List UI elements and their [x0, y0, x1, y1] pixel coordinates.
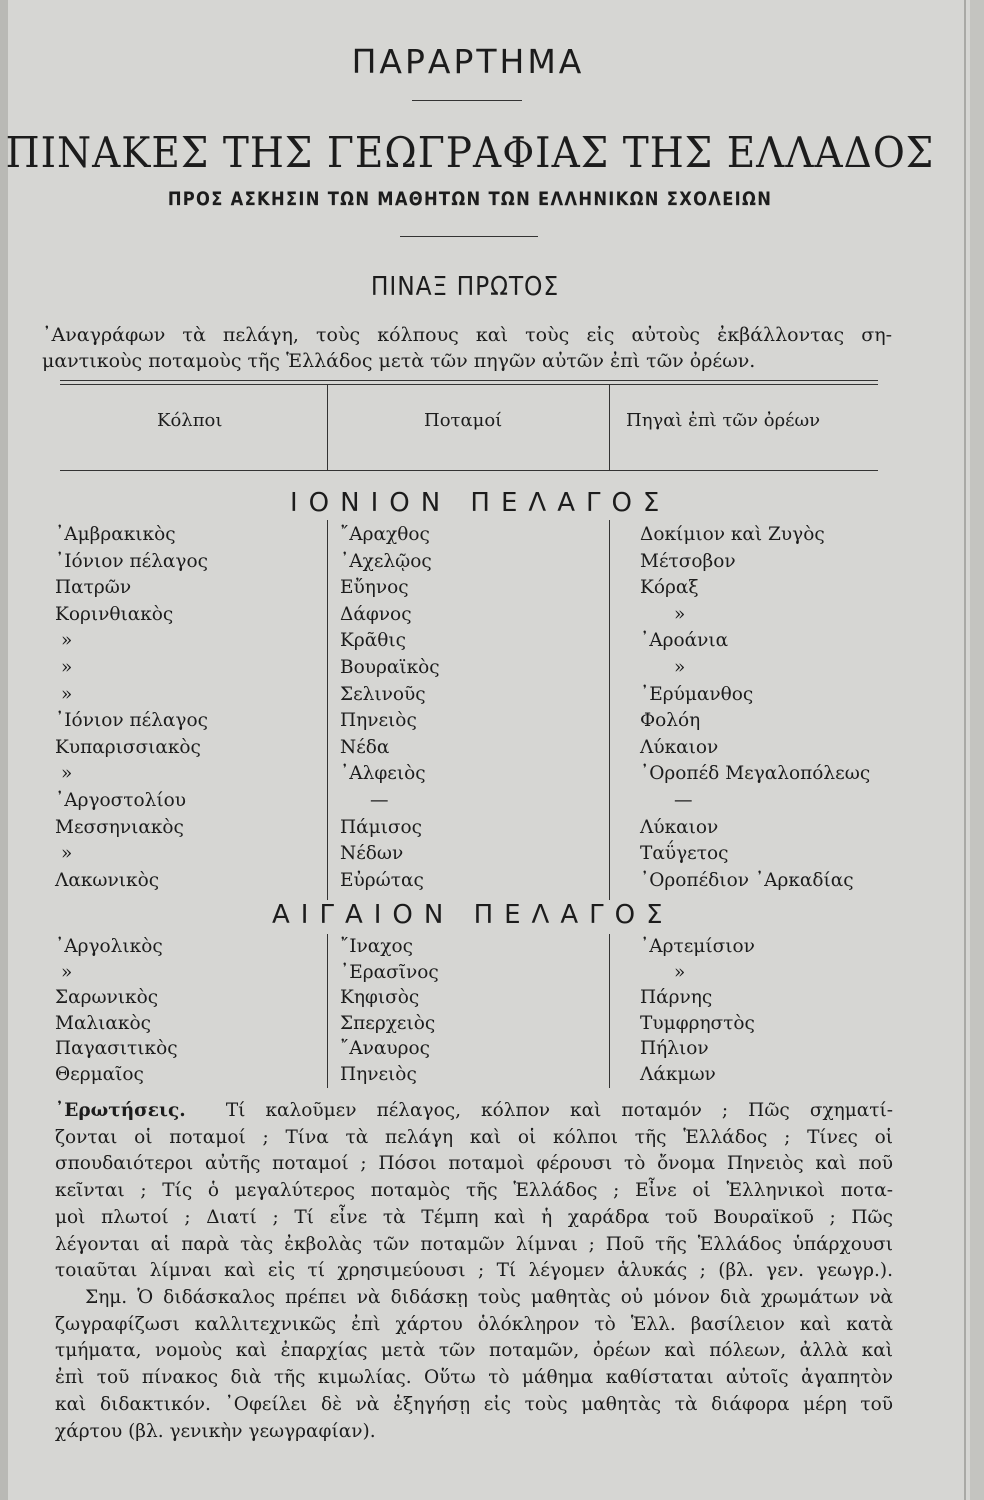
- questions-line: ζονται οἱ ποταμοί ; Τίνα τὰ πελάγη καὶ οἱ κόλποι τῆς Ἑλλάδος ; Τίνες οἱ: [55, 1126, 893, 1148]
- page-edge-left: [0, 0, 8, 1500]
- gulf-cell: ᾿Αργοστολίου: [55, 790, 187, 811]
- gulf-cell: »: [61, 657, 73, 678]
- river-cell: Πηνειὸς: [340, 1064, 417, 1085]
- source-cell: Ταΰγετος: [640, 843, 729, 865]
- river-cell: Δάφνος: [340, 603, 412, 625]
- header-gulfs: Κόλποι: [157, 410, 223, 431]
- source-cell: Λάκμων: [640, 1064, 716, 1085]
- table-header-rule: [60, 470, 878, 471]
- river-cell: ᾿Αχελῷος: [340, 550, 432, 572]
- page-edge-right: [970, 0, 984, 1500]
- source-cell: Πάρνης: [640, 987, 713, 1009]
- source-cell: »: [674, 657, 686, 678]
- gulf-cell: Παγασιτικὸς: [55, 1038, 178, 1060]
- section-ionian-sea: ΙΟΝΙΟΝ ΠΕΛΑΓΟΣ: [290, 488, 671, 518]
- gulf-cell: ᾿Ιόνιον πέλαγος: [55, 710, 208, 732]
- questions-line: μοὶ πλωτοί ; Διατί ; Τί εἶνε τὰ Τέμπη καὶ ἡ χαράδρα τοῦ Βουραϊκοῦ ; Πῶς: [55, 1206, 893, 1228]
- gulf-cell: »: [61, 961, 73, 983]
- note-line: τμήματα, νομοὺς καὶ ἐπαρχίας μετὰ τῶν ποταμῶν, ὀρέων καὶ πόλεων, ἀλλὰ καὶ: [55, 1340, 893, 1362]
- column-divider: [609, 520, 610, 900]
- river-cell: ῎Αραχθος: [340, 524, 430, 545]
- document-title: ΠΙΝΑΚΕΣ ΤΗΣ ΓΕΩΓΡΑΦΙΑΣ ΤΗΣ ΕΛΛΑΔΟΣ: [5, 129, 935, 178]
- source-cell: »: [674, 961, 686, 983]
- header-rivers: Ποταμοί: [424, 410, 503, 431]
- table-top-rule-2: [60, 384, 878, 385]
- source-cell: Φολόη: [640, 710, 701, 732]
- river-cell: Πηνειὸς: [340, 710, 417, 732]
- gulf-cell: »: [61, 763, 73, 785]
- table-title: ΠΙΝΑΞ ΠΡΩΤΟΣ: [370, 272, 560, 302]
- gulf-cell: »: [61, 630, 73, 652]
- river-cell: Σπερχειὸς: [340, 1012, 436, 1034]
- table-top-rule: [60, 380, 878, 381]
- river-cell: —: [370, 790, 389, 811]
- note-line: καὶ διδακτικόν. ᾿Οφείλει δὲ νὰ ἐξηγήσῃ εἰς τοὺς μαθητὰς τὰ διάφορα μέρη τοῦ: [55, 1393, 893, 1415]
- intro-line: μαντικοὺς ποταμοὺς τῆς Ἑλλάδος μετὰ τῶν πηγῶν αὐτῶν ἐπὶ τῶν ὀρέων.: [42, 350, 756, 372]
- questions-label: ᾿Ερωτήσεις.: [55, 1100, 186, 1121]
- source-cell: Κόραξ: [640, 577, 699, 599]
- source-cell: ᾿Οροπέδ Μεγαλοπόλεως: [640, 763, 871, 785]
- river-cell: ᾿Ερασῖνος: [340, 961, 439, 983]
- page-fold-line: [964, 0, 966, 1500]
- river-cell: Κηφισὸς: [340, 987, 420, 1009]
- gulf-cell: Μεσσηνιακὸς: [55, 816, 184, 838]
- source-cell: Λύκαιον: [640, 736, 719, 758]
- note-line-1: [55, 1285, 893, 1312]
- source-cell: —: [674, 790, 693, 811]
- gulf-cell: Θερμαῖος: [55, 1064, 144, 1085]
- gulf-cell: ᾿Ιόνιον πέλαγος: [55, 550, 208, 572]
- source-cell: ᾿Ερύμανθος: [640, 683, 754, 705]
- river-cell: Πάμισος: [340, 816, 423, 838]
- source-cell: »: [674, 603, 686, 625]
- river-cell: Σελινοῦς: [340, 683, 426, 705]
- column-divider: [327, 934, 328, 1088]
- divider-2: [400, 236, 538, 237]
- river-cell: Νέδα: [340, 736, 390, 758]
- questions-paragraph: [55, 1098, 893, 1285]
- note-label: Σημ.: [85, 1287, 128, 1308]
- document-subtitle: ΠΡΟΣ ΑΣΚΗΣΙΝ ΤΩΝ ΜΑΘΗΤΩΝ ΤΩΝ ΕΛΛΗΝΙΚΩΝ ΣΧΟΛΕΙΩΝ: [167, 188, 773, 210]
- source-cell: Τυμφρηστὸς: [640, 1012, 755, 1034]
- river-cell: ᾿Αλφειὸς: [340, 763, 426, 785]
- source-cell: ᾿Αροάνια: [640, 630, 729, 652]
- gulf-cell: Λακωνικὸς: [55, 869, 160, 891]
- questions-line: κεῖνται ; Τίς ὁ μεγαλύτερος ποταμὸς τῆς Ἑλλάδος ; Εἶνε οἱ Ἑλληνικοὶ ποτα-: [55, 1180, 893, 1202]
- gulf-cell: Κυπαρισσιακὸς: [55, 736, 201, 758]
- gulf-cell: ᾿Αργολικὸς: [55, 936, 163, 957]
- header-divider: [327, 384, 328, 470]
- header-sources: Πηγαὶ ἐπὶ τῶν ὀρέων: [626, 410, 821, 431]
- river-cell: ῎Αναυρος: [340, 1038, 430, 1060]
- gulf-cell: Κορινθιακὸς: [55, 603, 174, 625]
- river-cell: Κρᾶθις: [340, 630, 406, 652]
- divider-1: [412, 100, 522, 101]
- source-cell: ᾿Αρτεμίσιον: [640, 936, 755, 957]
- river-cell: Εὐρώτας: [340, 869, 424, 891]
- questions-text: Τί καλοῦμεν πέλαγος, κόλπον καὶ ποταμόν ; Πῶς σχηματί-: [225, 1100, 893, 1121]
- gulf-cell: Πατρῶν: [55, 577, 132, 599]
- gulf-cell: Μαλιακὸς: [55, 1012, 151, 1034]
- source-cell: Πήλιον: [640, 1038, 709, 1060]
- header-divider: [609, 384, 610, 470]
- column-divider: [327, 520, 328, 900]
- questions-line: σπουδαιότεροι αὐτῆς ποταμοί ; Πόσοι ποταμοὶ φέρουσι τὸ ὄνομα Πηνειὸς καὶ ποῦ: [55, 1153, 893, 1175]
- source-cell: Μέτσοβον: [640, 550, 736, 572]
- gulf-cell: »: [61, 843, 73, 865]
- column-divider: [609, 934, 610, 1088]
- gulf-cell: ᾿Αμβρακικὸς: [55, 524, 176, 545]
- note-line: χάρτου (βλ. γενικὴν γεωγραφίαν).: [55, 1420, 376, 1442]
- gulf-cell: Σαρωνικὸς: [55, 987, 159, 1009]
- gulf-cell: »: [61, 683, 73, 705]
- river-cell: ῎Ιναχος: [340, 936, 414, 957]
- river-cell: Εὔηνος: [340, 577, 409, 599]
- questions-line: λέγονται αἱ παρὰ τὰς ἐκβολὰς τῶν ποταμῶν λίμναι ; Ποῦ τῆς Ἑλλάδος ὑπάρχουσι: [55, 1233, 893, 1255]
- source-cell: Δοκίμιον καὶ Ζυγὸς: [640, 524, 825, 545]
- questions-line: τοιαῦται λίμναι καὶ εἰς τί χρησιμεύουσι ; Τί λέγομεν ἁλυκάς ; (βλ. γεν. γεωγρ.).: [55, 1260, 893, 1282]
- note-line: ζωγραφίζωσι καλλιτεχνικῶς ἐπὶ χάρτου ὁλόκληρον τὸ Ἑλλ. βασίλειον καὶ κατὰ: [55, 1313, 893, 1335]
- source-cell: ᾿Οροπέδιον ᾿Αρκαδίας: [640, 869, 854, 891]
- appendix-heading: ΠΑΡΑΡΤΗΜΑ: [351, 42, 585, 81]
- section-aegean-sea: ΑΙΓΑΙΟΝ ΠΕΛΑΓΟΣ: [272, 900, 674, 930]
- intro-text: [42, 322, 892, 374]
- note-line: ἐπὶ τοῦ πίνακος διὰ τῆς κιμωλίας. Οὕτω τὸ μάθημα καθίσταται αὐτοῖς ἀγαπητὸν: [55, 1367, 893, 1389]
- river-cell: Βουραϊκὸς: [340, 657, 440, 678]
- questions-line-1: [55, 1098, 893, 1125]
- note-paragraph: [55, 1285, 893, 1445]
- intro-line: ᾿Αναγράφων τὰ πελάγη, τοὺς κόλπους καὶ τοὺς εἰς αὐτοὺς ἐκβάλλοντας ση-: [42, 324, 892, 346]
- river-cell: Νέδων: [340, 843, 404, 865]
- source-cell: Λύκαιον: [640, 816, 719, 838]
- note-text: Ὁ διδάσκαλος πρέπει νὰ διδάσκῃ τοὺς μαθητὰς οὐ μόνον διὰ χρωμάτων νὰ: [137, 1287, 893, 1308]
